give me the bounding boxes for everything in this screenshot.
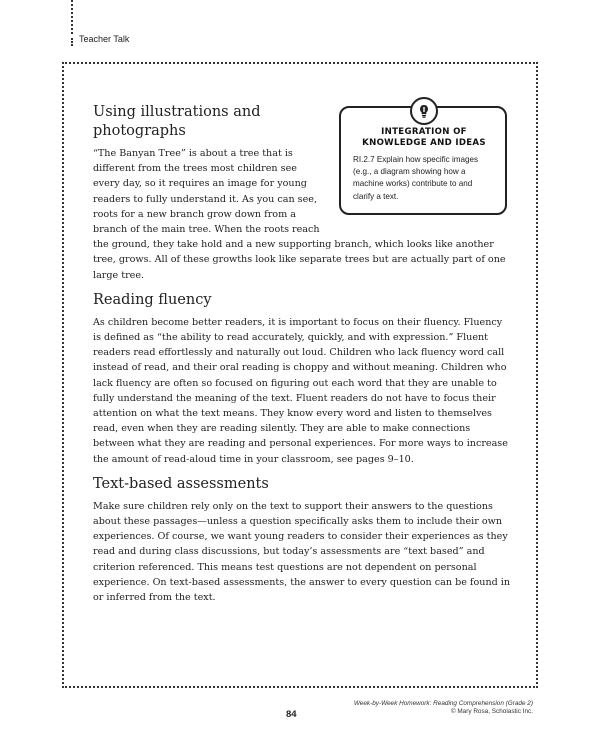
header-label: Teacher Talk xyxy=(79,34,130,44)
section-paragraph-fluency: As children become better readers, it is important to focus on their fluency. Fluency is defined as “the ability to read accurately, quickly, and with expression.” Fluent readers read effortlessly and naturally out loud. Children who lack fluency word call instead of read, and their oral reading is choppy and without meaning. Children who lack fluency are often so focused on figuring out each word that they are unable to fully understand the meaning of the text. Fluent readers do not have to focus their attention on what the text means. They know every word and listen to themselves read, even when they are reading silently. They are able to make connections between what they are reading and personal experiences. For more ways to increase the amount of read-aloud time in your classroom, see pages 9–10. xyxy=(93,316,508,465)
book-title: Week-by-Week Homework: Reading Comprehension (Grade 2) xyxy=(353,700,533,707)
callout-body: RI.2.7 Explain how specific images (e.g., a diagram showing how a machine works) contribute to and clarify a text. xyxy=(353,155,479,201)
standards-callout xyxy=(339,106,507,215)
header-dotted-rule xyxy=(71,0,73,34)
section-assessments xyxy=(93,475,513,605)
callout-title: INTEGRATION OF KNOWLEDGE AND IDEAS xyxy=(362,127,486,148)
lightbulb-icon xyxy=(410,97,438,125)
section-heading-fluency: Reading fluency xyxy=(93,291,212,308)
copyright: © Mary Rosa, Scholastic Inc. xyxy=(450,708,533,715)
section-paragraph-assessments: Make sure children rely only on the text to support their answers to the questions about these passages—unless a question specifically asks them to include their own experiences. Of course, we want young readers to consider their experiences as they read and during class discussions, but today’s assessments are “text based” and criterion referenced. This means test questions are not dependent on personal experience. On text-based assessments, the answer to every question can be found in or inferred from the text. xyxy=(93,500,511,604)
header-dotted-rule-lower xyxy=(71,38,73,46)
section-illustrations xyxy=(93,103,513,283)
section-heading-illustrations: Using illustrations and photographs xyxy=(93,104,261,139)
section-fluency xyxy=(93,291,513,467)
footer-credit xyxy=(354,700,533,716)
page-number: 84 xyxy=(286,709,297,720)
main-content xyxy=(93,95,513,605)
section-heading-assessments: Text-based assessments xyxy=(93,475,269,492)
section-paragraph-illustrations: “The Banyan Tree” is about a tree that is different from the trees most children see every day, so it requires an image for young readers to fully understand it. As you can see, roots for a new branch grow down from a branch of the main tree. When the roots reach the ground, they take hold and a new supporting branch, which looks like another tree, grows. All of these growths look like separate trees but are actually part of one large tree. xyxy=(93,148,506,281)
